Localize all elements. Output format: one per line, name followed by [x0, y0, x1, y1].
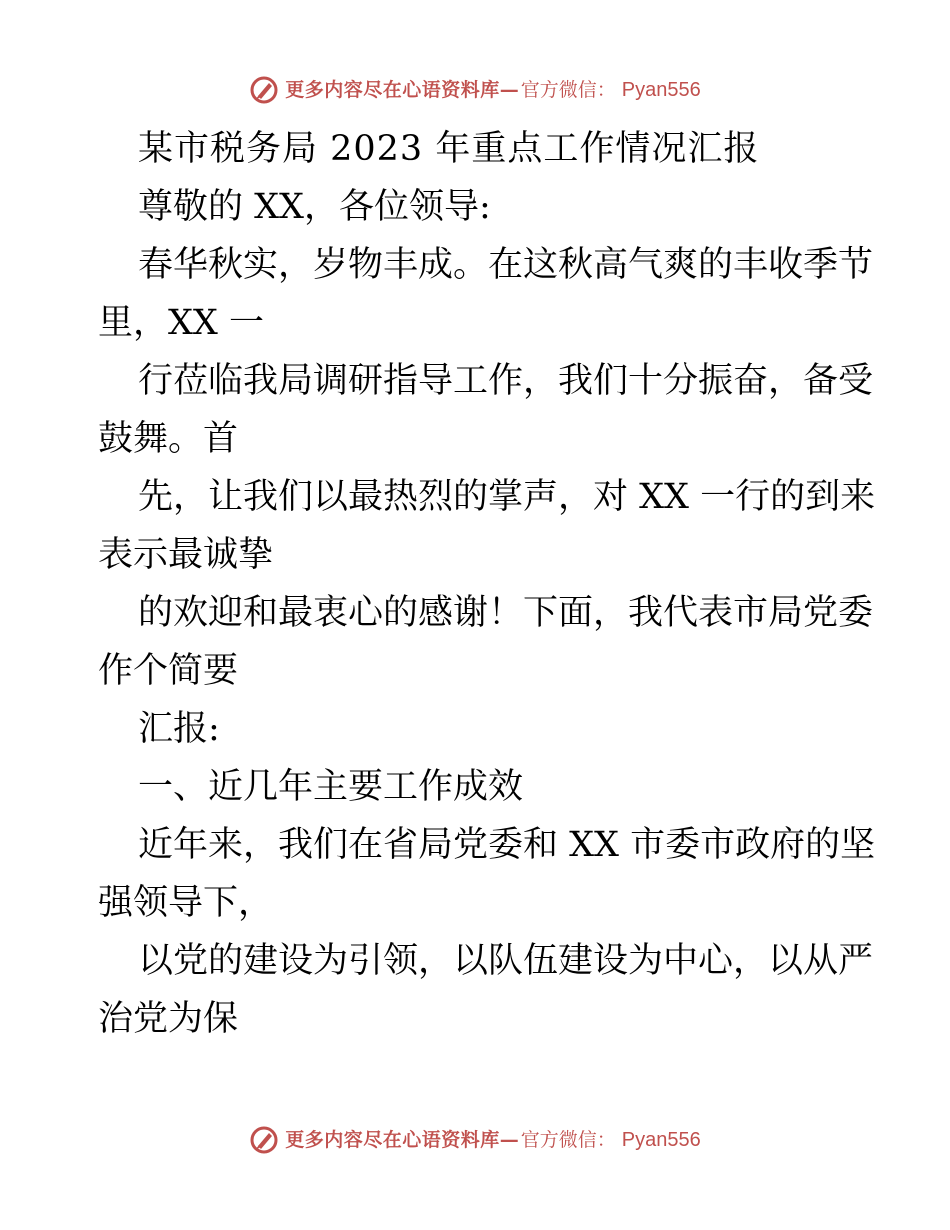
paragraph-line: 表示最诚挚 — [98, 535, 274, 575]
paragraph-line: 行莅临我局调研指导工作，我们十分振奋，备受 — [138, 361, 874, 401]
paragraph-line: 近年来，我们在省局党委和 XX 市委市政府的坚 — [138, 825, 876, 865]
watermark-dash: — — [499, 78, 519, 101]
header-watermark — [0, 70, 950, 110]
paragraph-line: 治党为保 — [98, 999, 239, 1039]
footer-watermark — [0, 1120, 950, 1160]
paragraph-line: 作个简要 — [98, 651, 239, 691]
paragraph-line: 的欢迎和最衷心的感谢！下面，我代表市局党委 — [138, 593, 874, 633]
watermark-text: 更多内容尽在心语资料库 — [285, 78, 500, 101]
paragraph-line: 春华秋实，岁物丰成。在这秋高气爽的丰收季节 — [138, 245, 874, 285]
watermark-label: 官方微信： — [520, 1128, 616, 1151]
watermark-dash: — — [499, 1128, 519, 1151]
watermark-label: 官方微信： — [520, 78, 616, 101]
pen-logo-icon — [249, 75, 279, 105]
salutation: 尊敬的 XX，各位领导: — [138, 187, 491, 227]
watermark-wechat-id: Pyan556 — [621, 1129, 701, 1151]
pen-logo-icon — [249, 1125, 279, 1155]
watermark-text: 更多内容尽在心语资料库 — [285, 1128, 500, 1151]
document-body — [98, 120, 876, 1048]
paragraph-line: 以党的建设为引领，以队伍建设为中心，以从严 — [138, 941, 874, 981]
paragraph-line: 里，XX 一 — [98, 303, 264, 343]
watermark-wechat-id: Pyan556 — [621, 79, 701, 101]
section-heading: 一、近几年主要工作成效 — [138, 767, 524, 807]
paragraph-line: 汇报: — [138, 709, 220, 749]
paragraph-line: 鼓舞。首 — [98, 419, 239, 459]
paragraph-line: 先，让我们以最热烈的掌声，对 XX 一行的到来 — [138, 477, 876, 517]
document-title: 某市税务局 2023 年重点工作情况汇报 — [138, 129, 760, 169]
paragraph-line: 强领导下， — [98, 883, 274, 923]
